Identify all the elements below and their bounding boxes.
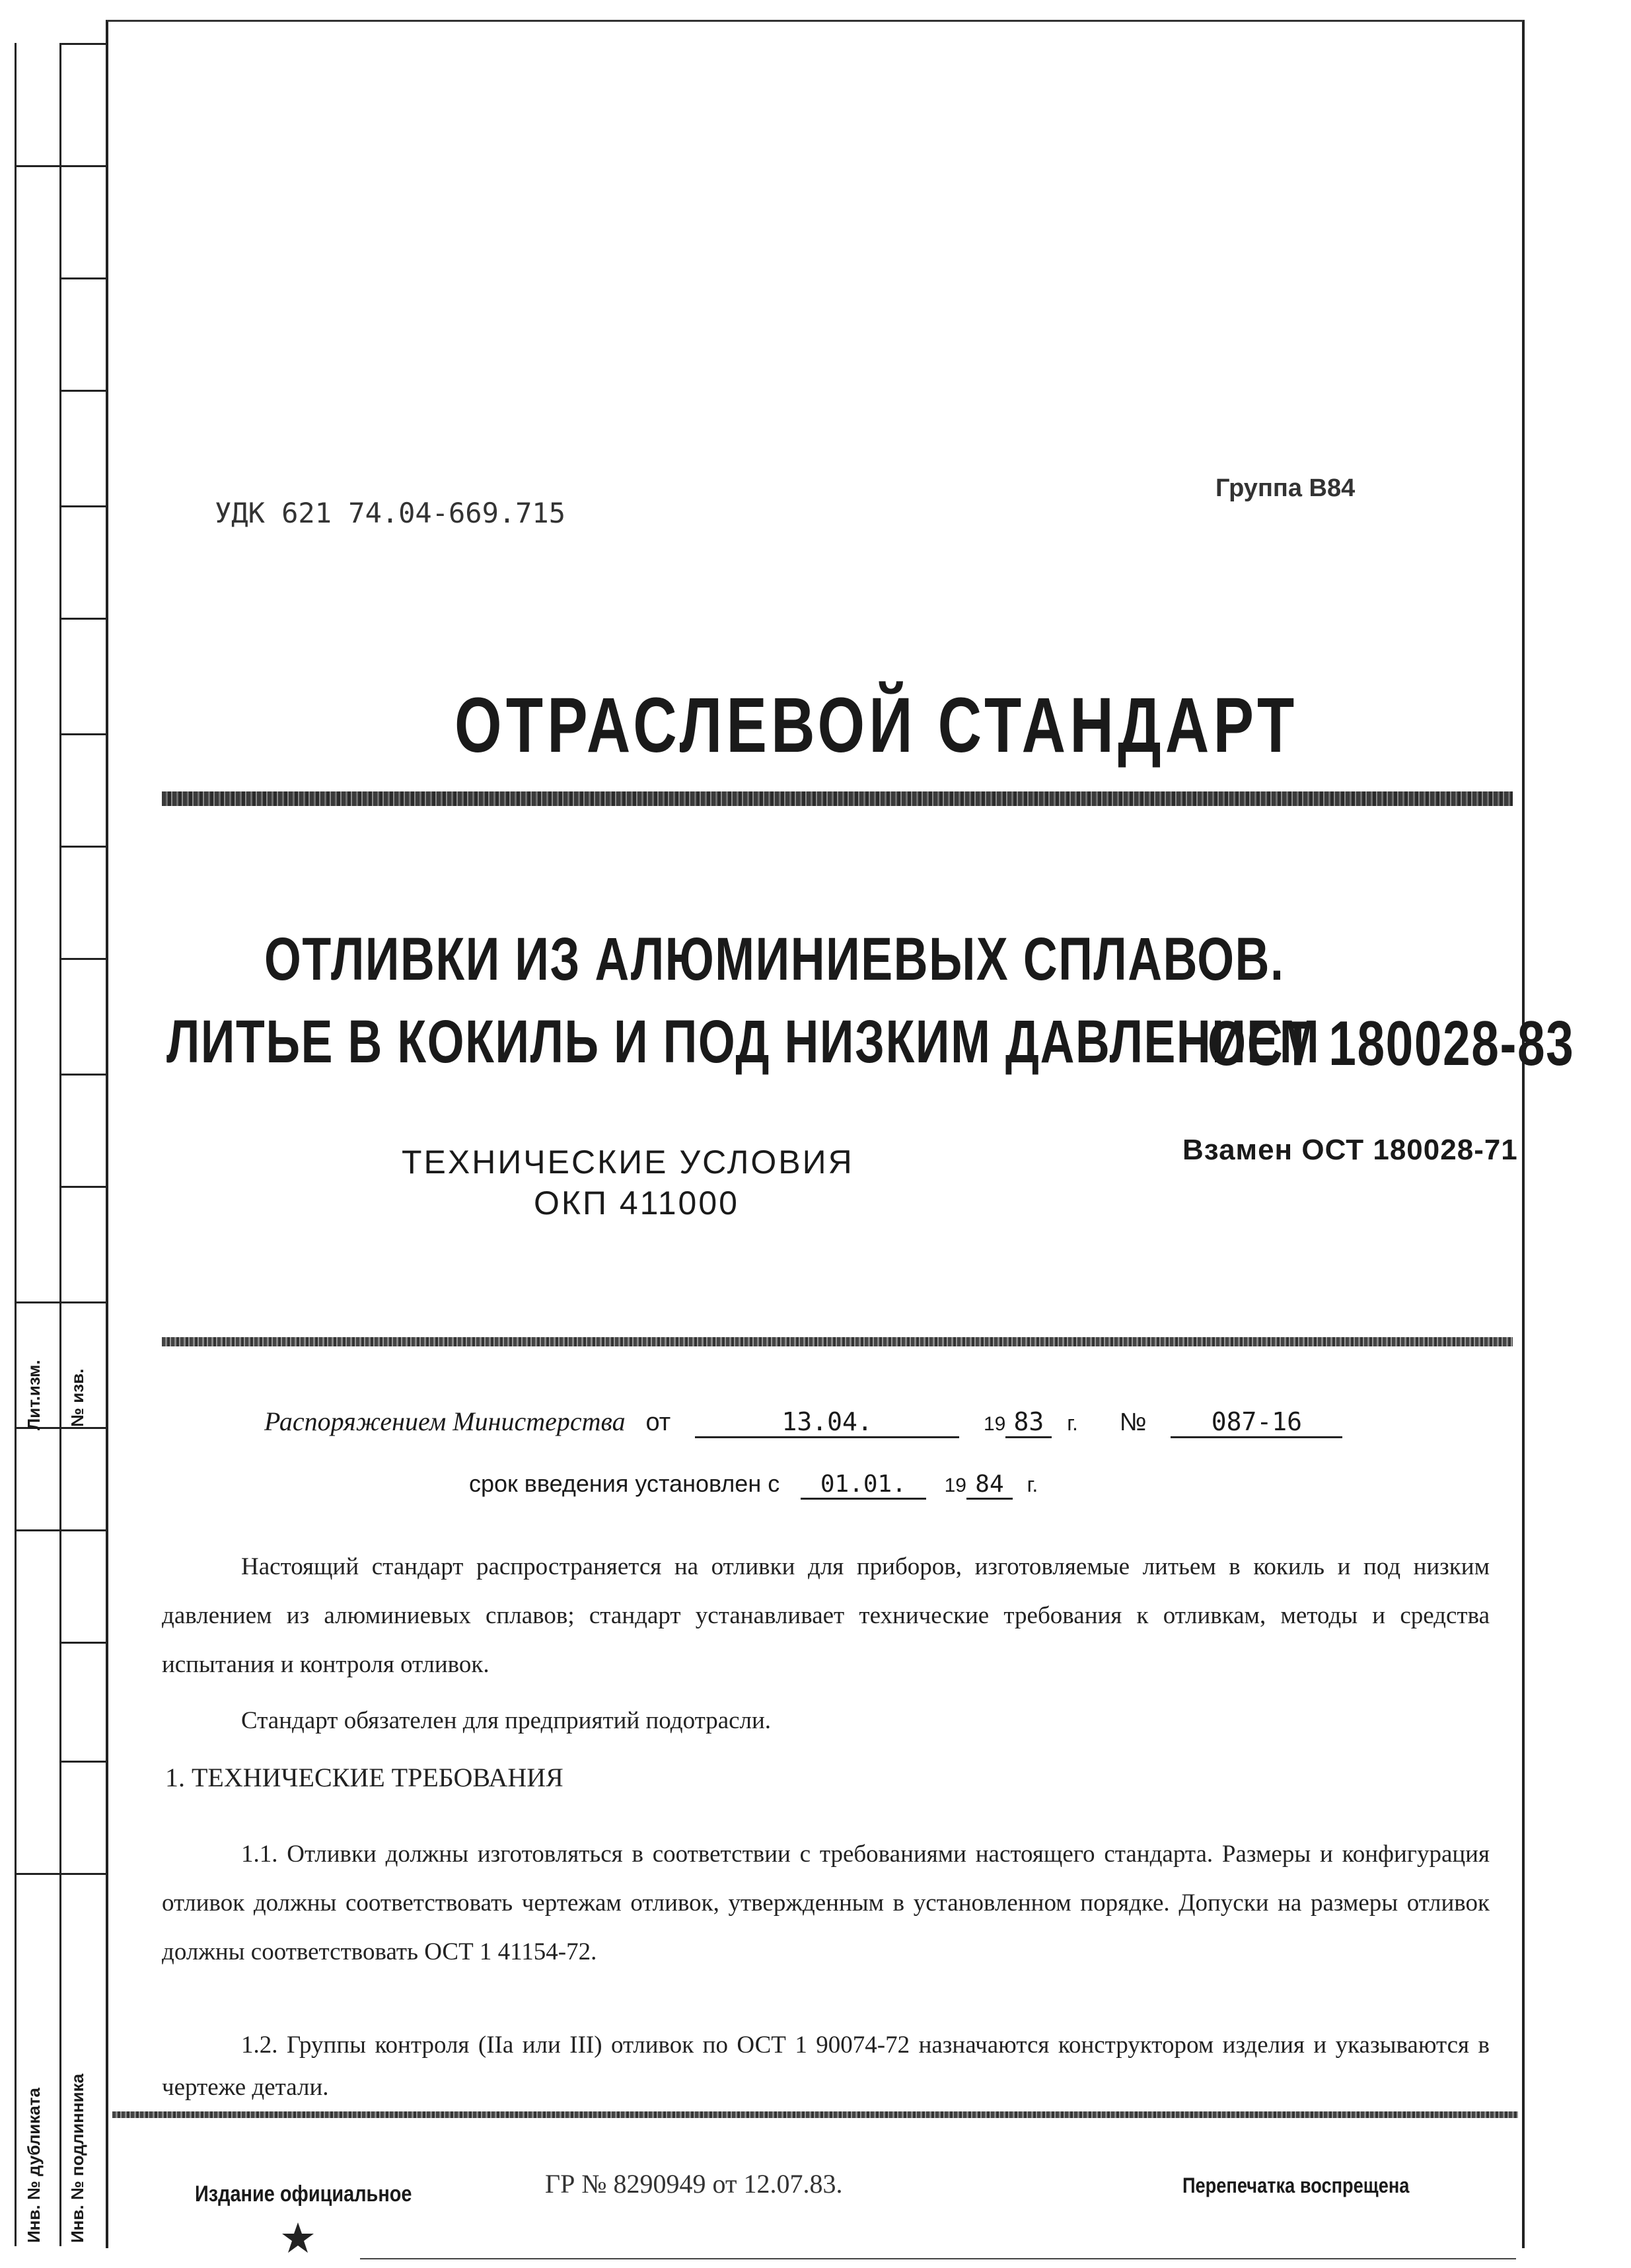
- strip-cell: [59, 1186, 106, 1188]
- replaces-note: Взамен ОСТ 180028-71: [1182, 1134, 1518, 1166]
- inv-dubl-label: Инв. № дубликата: [24, 2088, 44, 2243]
- order-number: 087-16: [1171, 1407, 1342, 1438]
- strip-outer-line: [15, 43, 17, 2246]
- page-title: ОТРАСЛЕВОЙ СТАНДАРТ: [454, 682, 1299, 769]
- margin-strip: [15, 43, 106, 2246]
- footer-rule: [112, 2111, 1518, 2118]
- effective-year-suffix: г.: [1027, 1473, 1038, 1496]
- subtitle-tech-conditions: ТЕХНИЧЕСКИЕ УСЛОВИЯ: [402, 1144, 854, 1181]
- order-date: 13.04.: [695, 1407, 959, 1438]
- strip-inner-line: [59, 43, 61, 2246]
- registration-number: ГР № 8290949 от 12.07.83.: [545, 2169, 843, 2199]
- order-year-suffix: г.: [1067, 1411, 1078, 1435]
- lit-izm-label: Лит.изм.: [24, 1360, 44, 1430]
- doc-title-line1: ОТЛИВКИ ИЗ АЛЮМИНИЕВЫХ СПЛАВОВ.: [264, 926, 1285, 993]
- mandatory-paragraph: Стандарт обязателен для предприятий подотрасли.: [241, 1707, 772, 1734]
- effective-date-line: [469, 1470, 1038, 1500]
- order-from-label: от: [645, 1408, 671, 1436]
- strip-cell: [59, 1642, 106, 1644]
- scope-paragraph: Настоящий стандарт распространяется на отливки для приборов, изготовляемые литьем в кокиль и под низким давлением из алюминиевых сплавов; стандарт устанавливает технические требования к отливкам, методы и средства испытания и контроля отливок.: [162, 1553, 1490, 1678]
- order-year-prefix: 19: [983, 1413, 1006, 1435]
- udk-code: УДК 621 74.04-669.715: [215, 497, 566, 529]
- star-icon: [281, 2221, 315, 2255]
- bottom-line: [360, 2258, 1516, 2259]
- doc-title-line2: ЛИТЬЕ В КОКИЛЬ И ПОД НИЗКИМ ДАВЛЕНИЕМ: [166, 1008, 1321, 1076]
- effective-prefix: срок введения установлен с: [469, 1470, 780, 1497]
- order-prefix: Распоряжением Министерства: [264, 1407, 626, 1436]
- section-rule: [162, 1337, 1513, 1346]
- reprint-prohibited: Перепечатка воспрещена: [1182, 2174, 1410, 2197]
- group-code: Группа В84: [1215, 474, 1356, 502]
- strip-cell: [15, 1873, 106, 1875]
- order-year: 83: [1005, 1407, 1052, 1438]
- effective-year: 84: [966, 1471, 1013, 1500]
- clause-1-2: 1.2. Группы контроля (IIа или III) отливок по ОСТ 1 90074-72 назначаются конструктором изделия и указываются в чертеже детали.: [162, 2031, 1490, 2101]
- strip-cell: [59, 505, 106, 507]
- strip-cell: [59, 846, 106, 848]
- strip-cell: [15, 1529, 106, 1531]
- no-izv-label: № изв.: [67, 1368, 87, 1427]
- order-number-label: №: [1119, 1408, 1147, 1436]
- strip-cell: [59, 618, 106, 620]
- subtitle-okp: ОКП 411000: [534, 1185, 739, 1222]
- strip-cell: [59, 390, 106, 392]
- title-rule: [162, 791, 1513, 806]
- effective-date: 01.01.: [801, 1471, 926, 1500]
- ministry-order: [264, 1406, 1342, 1438]
- strip-cell: [15, 165, 106, 167]
- strip-cell: [59, 43, 106, 45]
- strip-cell: [15, 1301, 106, 1303]
- inv-podl-label: Инв. № подлинника: [67, 2073, 87, 2243]
- doc-code: ОСТ 180028-83: [1208, 1008, 1575, 1079]
- effective-year-prefix: 19: [944, 1475, 966, 1496]
- section-heading: 1. ТЕХНИЧЕСКИЕ ТРЕБОВАНИЯ: [165, 1763, 563, 1792]
- strip-cell: [59, 1074, 106, 1076]
- official-edition: Издание официальное: [195, 2181, 412, 2207]
- strip-cell: [59, 1761, 106, 1763]
- strip-cell: [59, 277, 106, 279]
- clause-1-1: 1.1. Отливки должны изготовляться в соответствии с требованиями настоящего стандарта. Размеры и конфигурация отливок должны соответствовать чертежам отливок, утвержденным в установленном порядке. Допуски на размеры отливок должны соответствовать ОСТ 1 41154-72.: [162, 1841, 1490, 1965]
- strip-cell: [59, 733, 106, 735]
- strip-cell: [59, 958, 106, 960]
